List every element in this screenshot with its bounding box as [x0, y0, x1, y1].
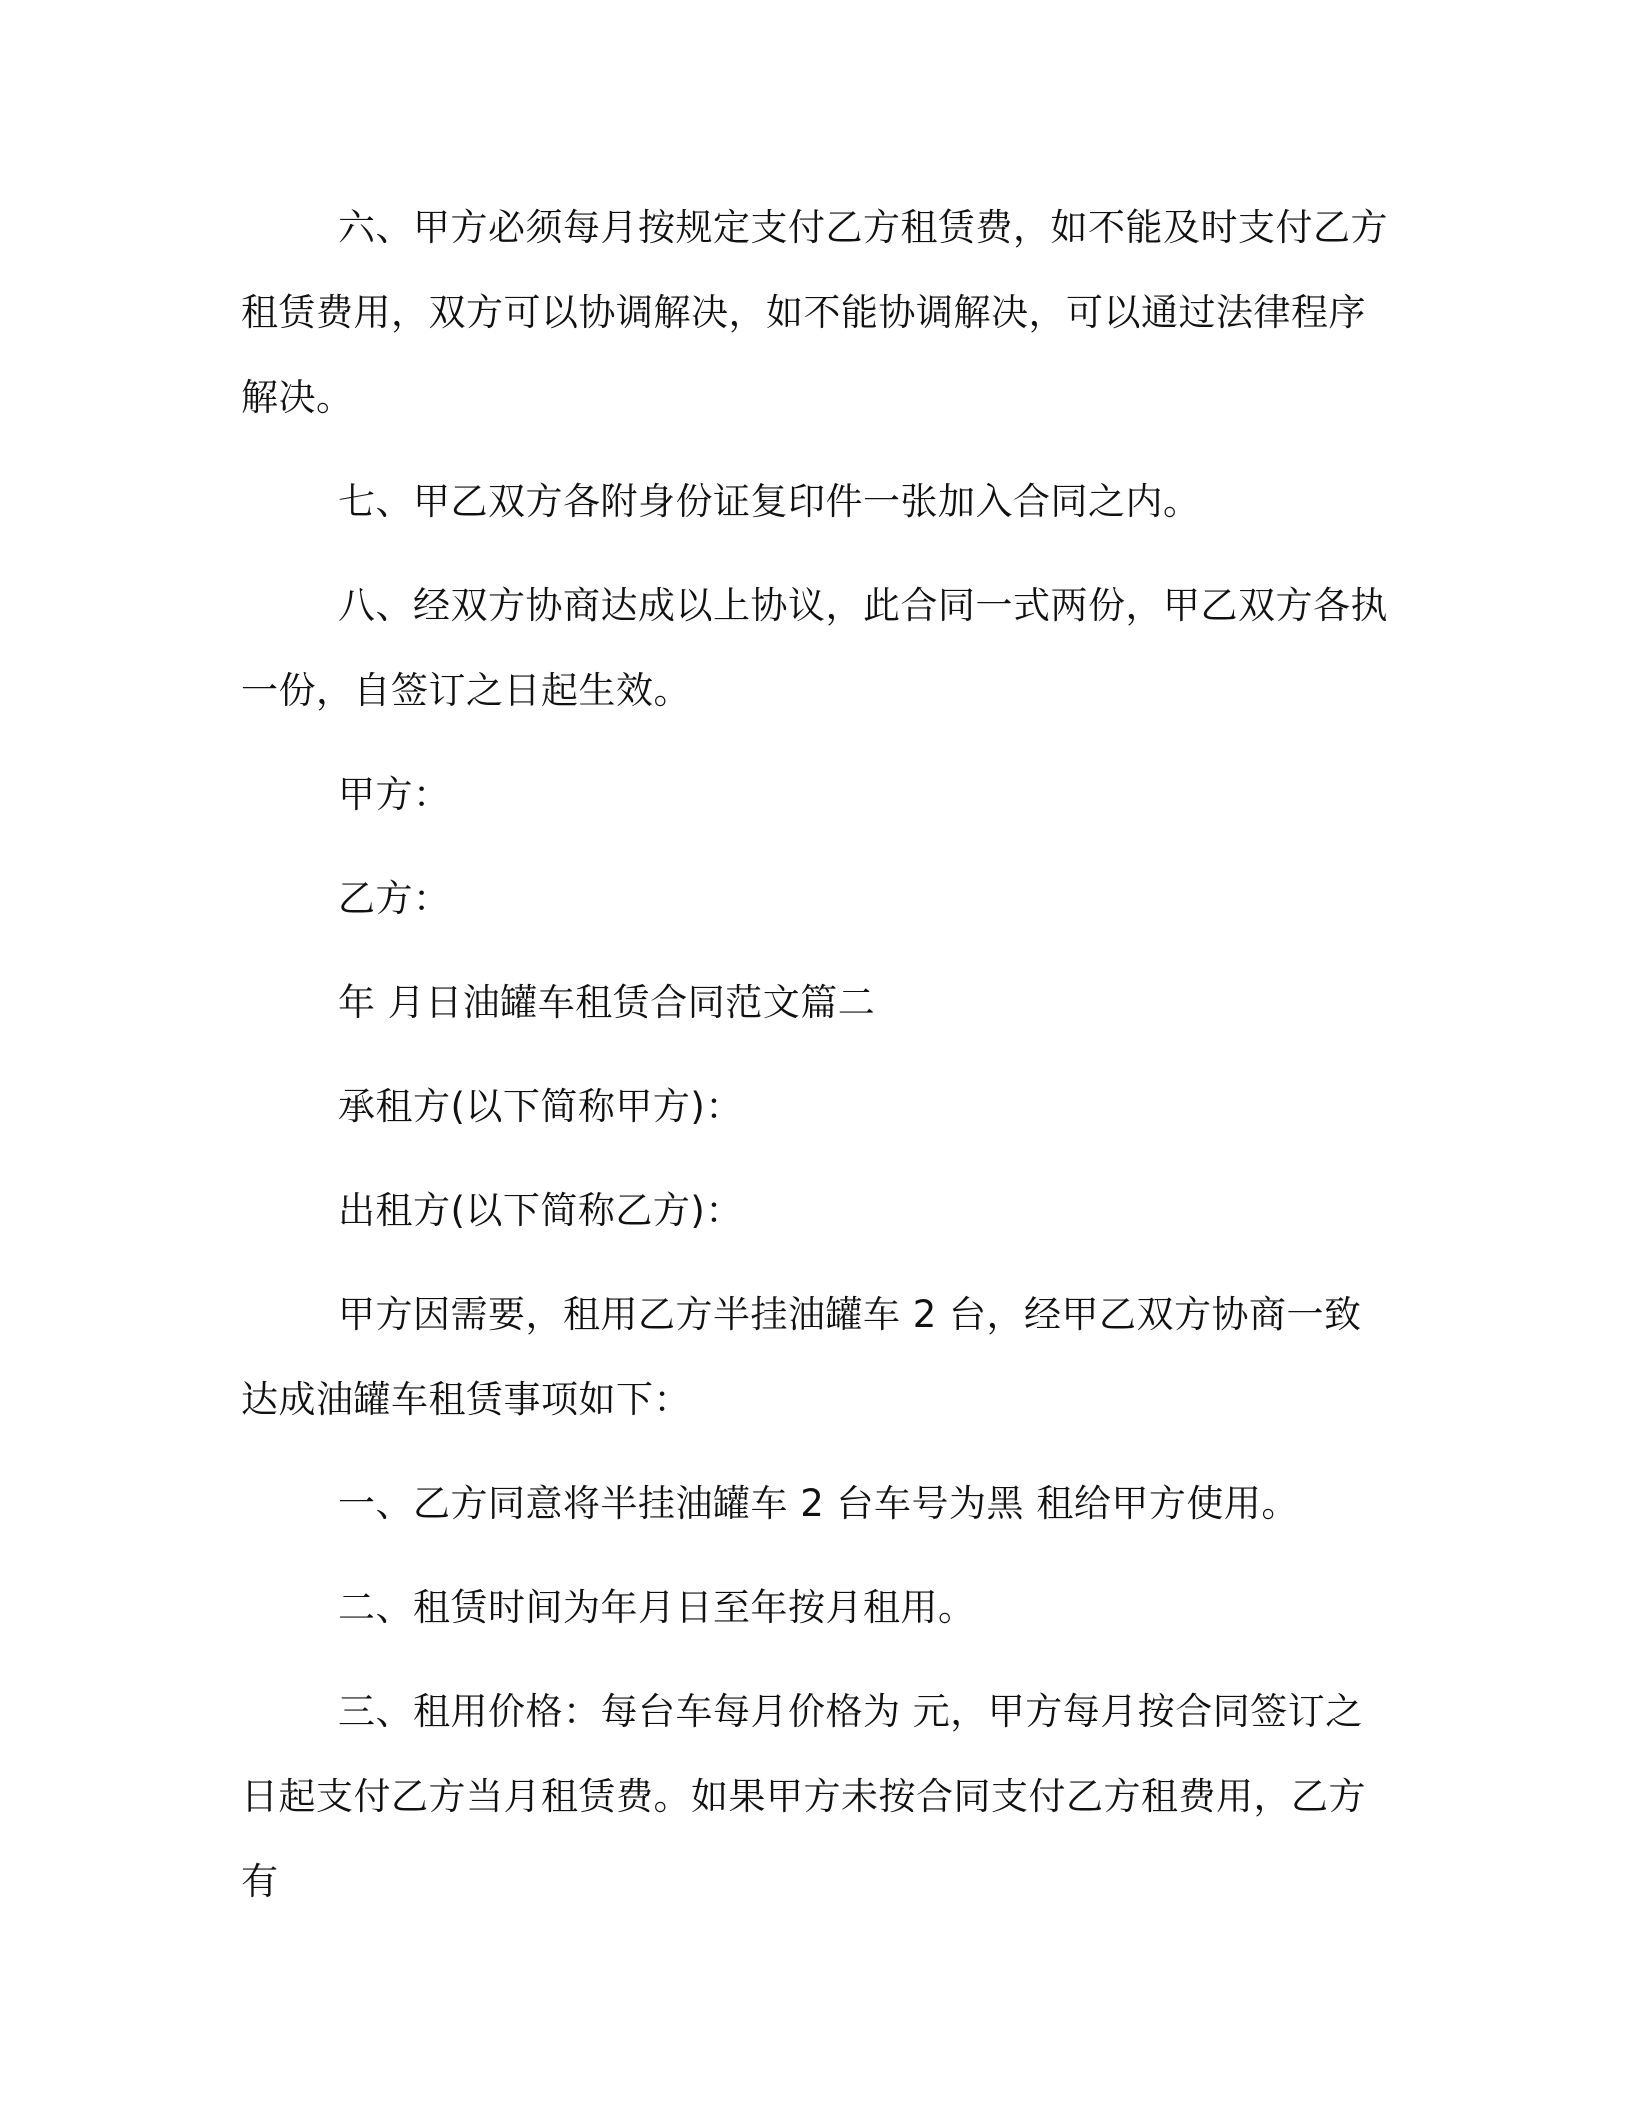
- clause-7: 七、甲乙双方各附身份证复印件一张加入合同之内。: [338, 480, 1201, 523]
- section-heading: 年 月日油罐车租赁合同范文篇二: [338, 981, 876, 1024]
- clause-1: 一、乙方同意将半挂油罐车 2 台车号为黑 租给甲方使用。: [338, 1482, 1299, 1525]
- clause-8: 八、经双方协商达成以上协议，此合同一式两份，甲乙双方各执一份，自签订之日起生效。: [241, 584, 1388, 712]
- lessor-line: 出租方(以下简称乙方)：: [338, 1189, 743, 1232]
- clause-2: 二、租赁时间为年月日至年按月租用。: [338, 1586, 976, 1629]
- lessee-line: 承租方(以下简称甲方)：: [338, 1085, 743, 1128]
- preamble: 甲方因需要，租用乙方半挂油罐车 2 台，经甲乙双方协商一致达成油罐车租赁事项如下：: [241, 1293, 1362, 1421]
- party-b-signature-line: 乙方：: [338, 877, 451, 920]
- document-body: [241, 185, 1391, 1924]
- party-a-signature-line: 甲方：: [338, 773, 451, 816]
- clause-6: 六、甲方必须每月按规定支付乙方租赁费，如不能及时支付乙方租赁费用，双方可以协调解决，如不能协调解决，可以通过法律程序解决。: [241, 206, 1388, 419]
- clause-3: 三、租用价格：每台车每月价格为 元，甲方每月按合同签订之日起支付乙方当月租赁费。如果甲方未按合同支付乙方租费用，乙方有: [241, 1690, 1366, 1903]
